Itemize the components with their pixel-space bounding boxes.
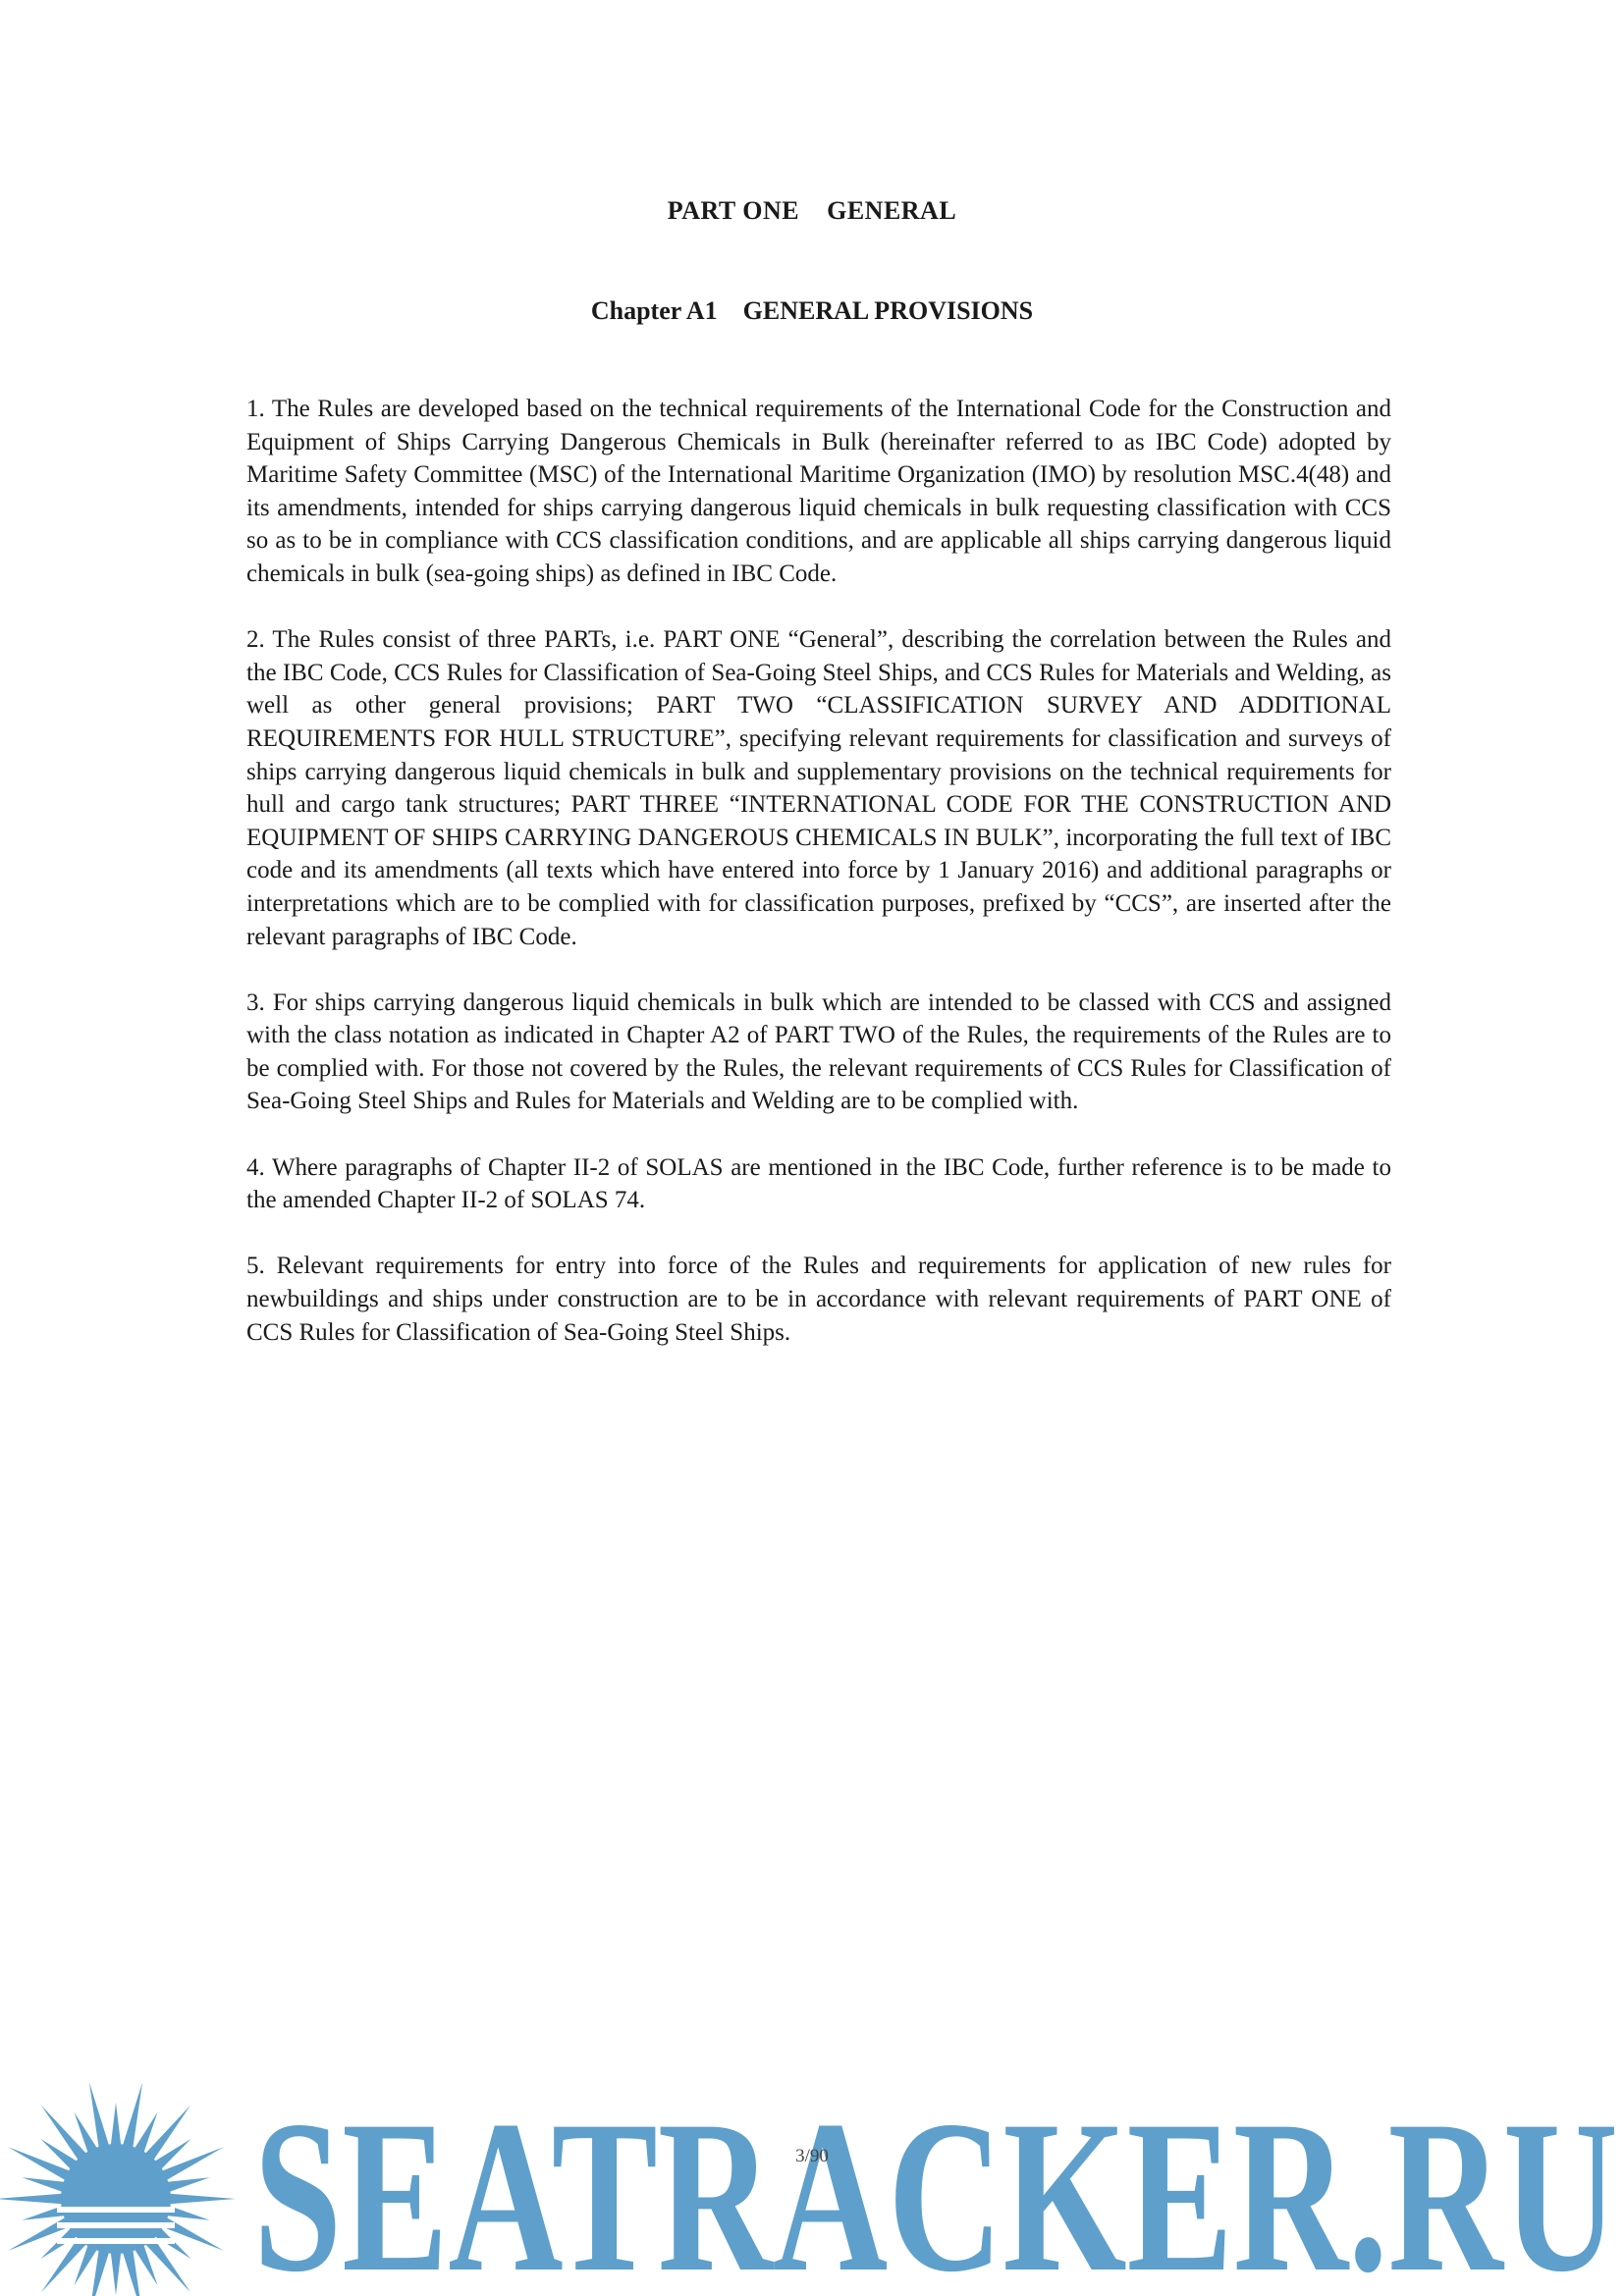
sun-ray	[110, 2250, 121, 2295]
sun-ray	[164, 2177, 209, 2193]
sun-icon	[0, 2082, 236, 2296]
watermark	[0, 2052, 1624, 2296]
chapter-title: Chapter A1 GENERAL PROVISIONS	[590, 296, 1034, 325]
sun-ray	[167, 2193, 236, 2204]
sun-ray	[122, 2082, 142, 2151]
paragraph-3: 3. For ships carrying dangerous liquid chemicals in bulk which are intended to be classed with CCS and assigned with the class notation as indicated in Chapter A2 of PART TWO of the Rules, the requirements of the Rules are to be complied with. For those not covered by the Rules, the relevant requirements of CCS Rules for Classification of Sea-Going Steel Ships and Rules for Materials and Welding are to be complied with.	[246, 988, 1391, 1115]
sun-ray	[159, 2216, 224, 2250]
paragraph-1: 1. The Rules are developed based on the technical requirements of the International Code for the Construction and Equipment of Ships Carrying Dangerous Chemicals in Bulk (hereinafter referred to as IBC Code) adopted by Maritime Safety Committee (MSC) of the International Maritime Organization (IMO) by resolution MSC.4(48) and its amendments, intended for ships carrying dangerous liquid chemicals in bulk requesting classification with CCS so as to be in compliance with CCS classification conditions, and are applicable all ships carrying dangerous liquid chemicals in bulk (sea-going ships) as defined in IBC Code.	[246, 396, 1391, 587]
sun-stripe	[57, 2207, 175, 2213]
sun-ray	[0, 2193, 65, 2204]
paragraph-4: 4. Where paragraphs of Chapter II-2 of SOLAS are mentioned in the IBC Code, further reference is to be made to the amended Chapter II-2 of SOLAS 74.	[246, 1153, 1391, 1214]
page-number: 3/90	[795, 2146, 829, 2166]
sun-stripe	[57, 2238, 175, 2244]
sun-ray	[89, 2082, 110, 2151]
sun-stripe	[57, 2222, 175, 2228]
paragraph-5: 5. Relevant requirements for entry into force of the Rules and requirements for application of new rules for newbuildings and ships under construction are to be in accordance with relevant requirements of PART ONE of CCS Rules for Classification of Sea-Going Steel Ships.	[246, 1253, 1391, 1346]
sun-ray	[110, 2103, 121, 2148]
paragraph-2: 2. The Rules consist of three PARTs, i.e. PART ONE “General”, describing the correlation between the Rules and the IBC Code, CCS Rules for Classification of Sea-Going Steel Ships, and CCS Rules for Materials and Welding, as well as other general provisions; PART TWO “CLASSIFICATION SURVEY AND ADDITIONAL REQUIREMENTS FOR HULL STRUCTURE”, specifying relevant requirements for classification and surveys of ships carrying dangerous liquid chemicals in bulk and supplementary provisions on the technical requirements for hull and cargo tank structures; PART THREE “INTERNATIONAL CODE FOR THE CONSTRUCTION AND EQUIPMENT OF SHIPS CARRYING DANGEROUS CHEMICALS IN BULK”, incorporating the full text of IBC code and its amendments (all texts which have entered into force by 1 January 2016) and additional paragraphs or interpretations which are to be complied with for classification purposes, prefixed by “CCS”, are inserted after the relevant paragraphs of IBC Code.	[246, 626, 1391, 950]
sun-ray	[22, 2177, 67, 2193]
sun-ray	[8, 2216, 73, 2250]
body-text	[246, 393, 1391, 1382]
watermark-text: SEATRACKER.RU	[253, 2076, 1618, 2296]
part-title: PART ONE GENERAL	[667, 196, 957, 225]
